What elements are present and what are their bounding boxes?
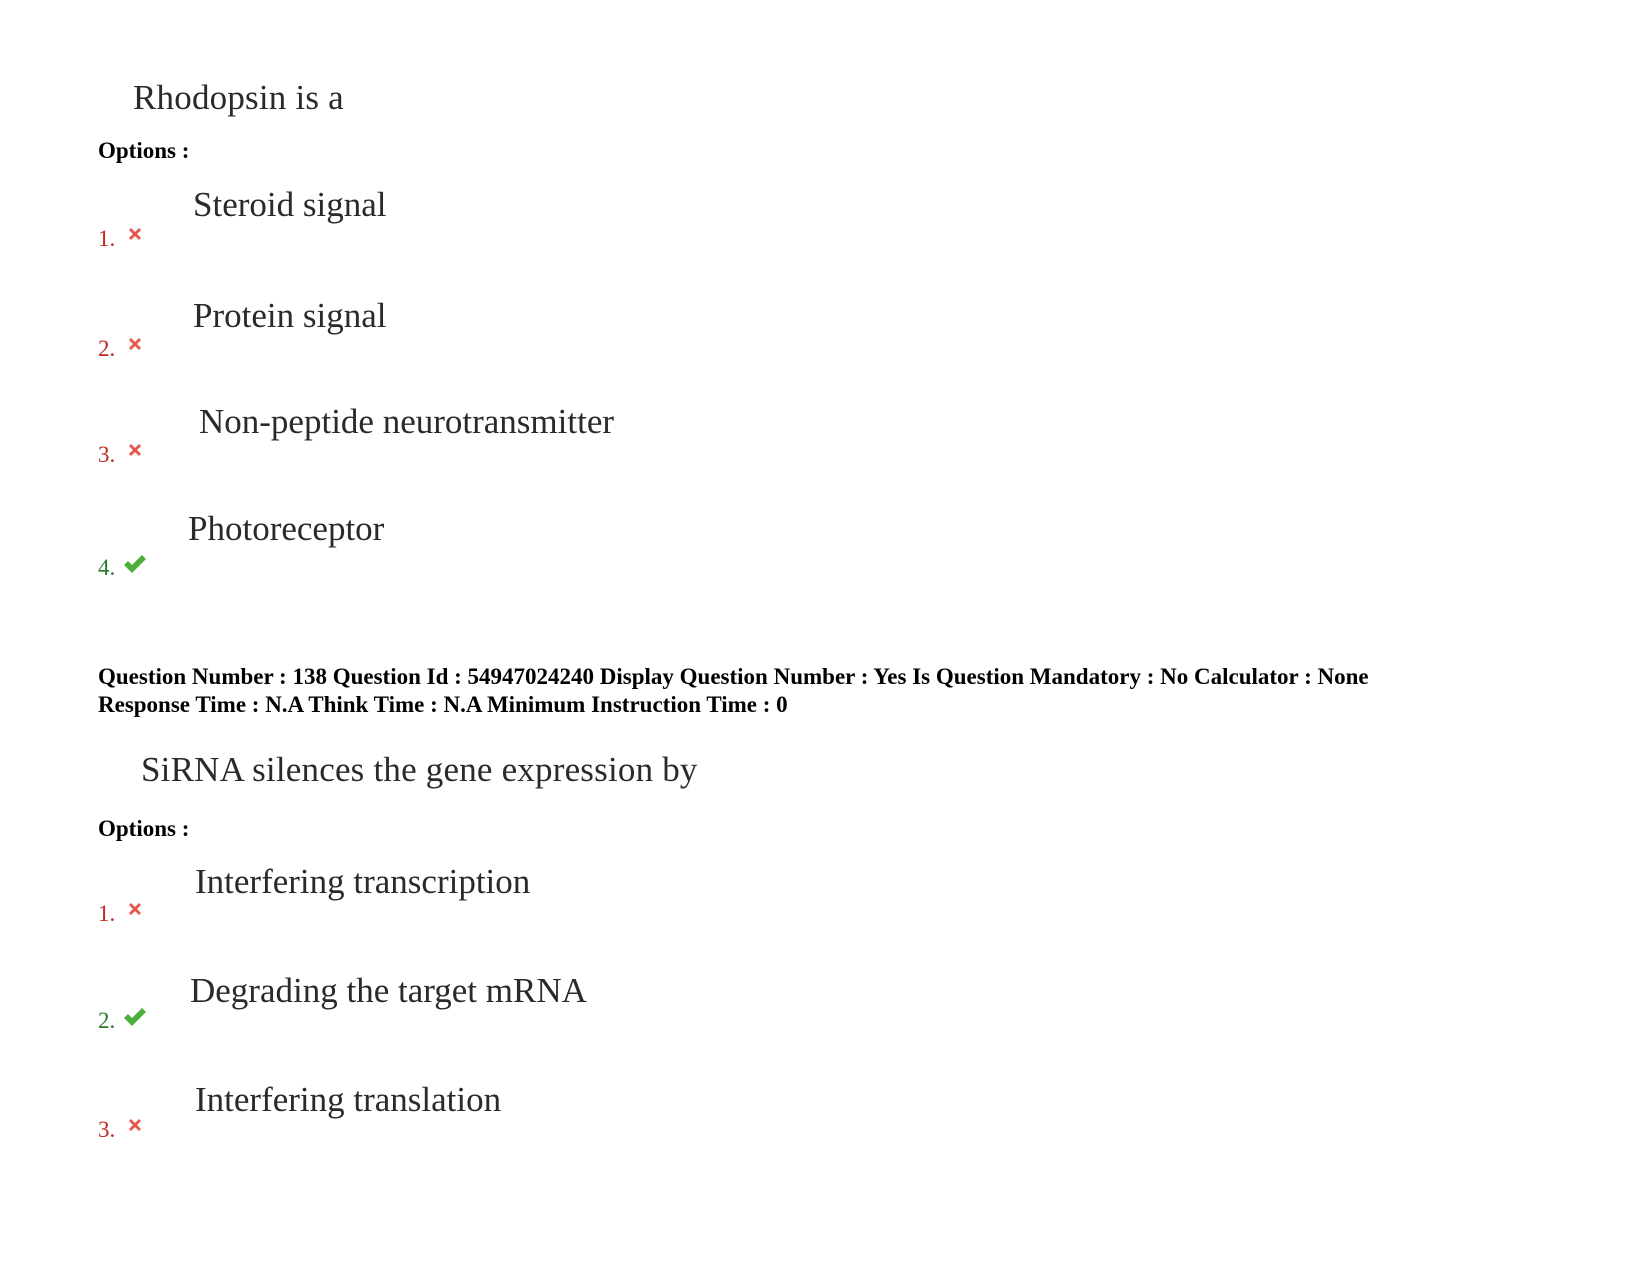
question-meta-line-1: Question Number : 138 Question Id : 54947024240 Display Question Number : Yes Is Question Mandatory : No Calculator : None (98, 664, 1369, 689)
cross-icon (126, 1116, 144, 1134)
check-icon (122, 553, 148, 575)
option-text: Non-peptide neurotransmitter (199, 402, 615, 441)
option-number: 1. (98, 901, 116, 926)
cross-icon (126, 335, 144, 353)
question-meta-line-2: Response Time : N.A Think Time : N.A Minimum Instruction Time : 0 (98, 692, 788, 717)
option-text: Degrading the target mRNA (190, 971, 587, 1010)
option-text: Protein signal (193, 296, 387, 335)
option-text: Steroid signal (193, 185, 387, 224)
cross-icon (126, 900, 144, 918)
option-number: 4. (98, 555, 116, 580)
option-text: Interfering translation (195, 1080, 502, 1119)
option-number: 3. (98, 442, 116, 467)
option-number: 3. (98, 1117, 116, 1142)
option-number: 2. (98, 336, 116, 361)
option-text: Photoreceptor (188, 509, 385, 548)
option-text: Interfering transcription (195, 862, 531, 901)
check-icon (122, 1006, 148, 1028)
question-2-options-label: Options : (98, 816, 190, 841)
question-2-text: SiRNA silences the gene expression by (141, 750, 698, 789)
question-1-options-label: Options : (98, 138, 190, 163)
question-1-text: Rhodopsin is a (133, 78, 344, 117)
option-number: 1. (98, 226, 116, 251)
cross-icon (126, 225, 144, 243)
option-number: 2. (98, 1008, 116, 1033)
cross-icon (126, 441, 144, 459)
